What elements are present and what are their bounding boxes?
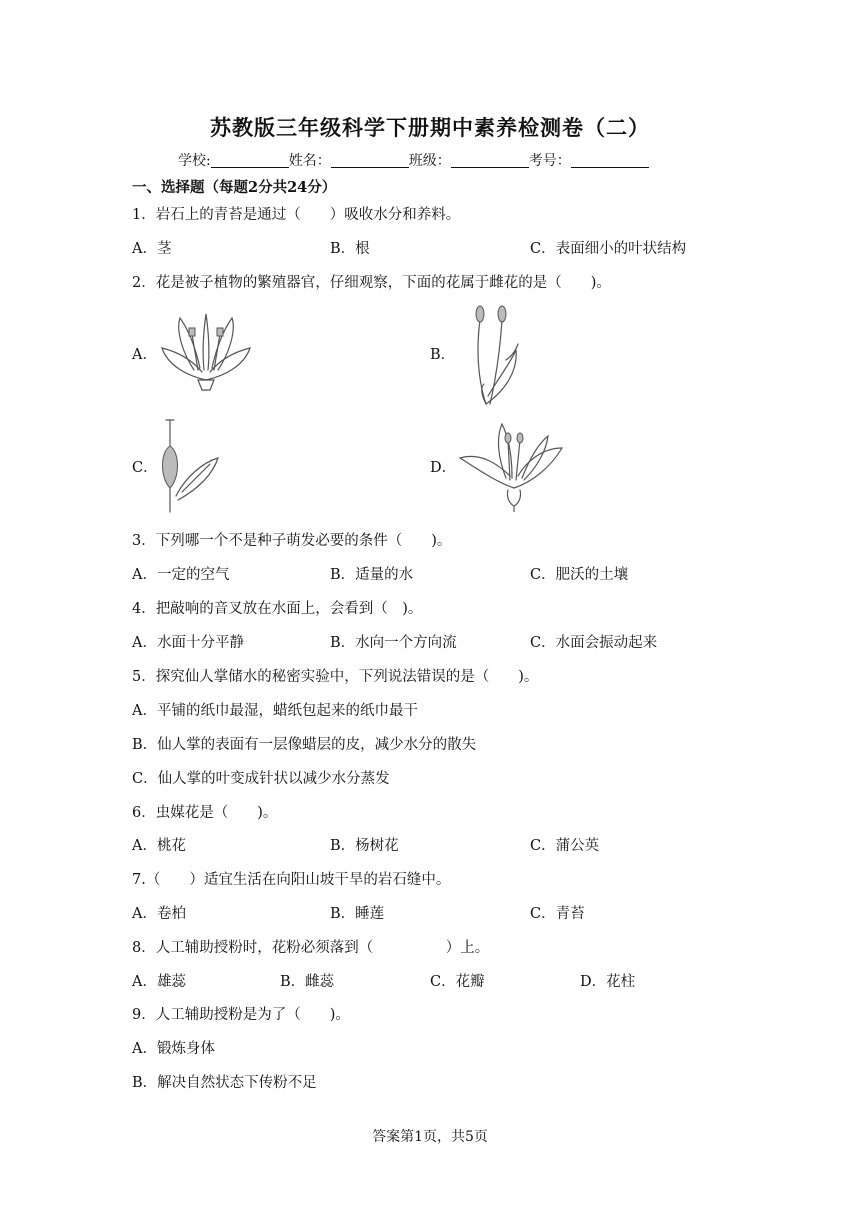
flower-a-image	[158, 310, 254, 394]
student-info-line	[178, 150, 649, 170]
question-6-option-b[interactable]: B．杨树花	[330, 838, 399, 854]
question-3-stem: 3．下列哪一个不是种子萌发必要的条件（ )。	[132, 533, 452, 549]
question-7-option-a[interactable]: A．卷柏	[132, 906, 186, 922]
question-1-stem: 1．岩石上的青苔是通过（ ）吸收水分和养料。	[132, 207, 461, 223]
question-8-stem: 8．人工辅助授粉时，花粉必须落到（ ）上。	[132, 940, 490, 956]
school-blank[interactable]	[211, 153, 289, 168]
question-9-option-b[interactable]: B．解决自然状态下传粉不足	[132, 1075, 317, 1091]
question-9-stem: 9．人工辅助授粉是为了（ )。	[132, 1007, 350, 1023]
page-footer: 答案第1页，共5页	[372, 1129, 488, 1145]
question-8-option-a[interactable]: A．雄蕊	[132, 974, 186, 990]
class-blank[interactable]	[451, 153, 529, 168]
question-2-option-b[interactable]: B．	[430, 347, 456, 363]
question-2-option-a[interactable]: A．	[132, 347, 157, 363]
exam-title: 苏教版三年级科学下册期中素养检测卷（二）	[210, 115, 650, 140]
question-7-option-b[interactable]: B．睡莲	[330, 906, 385, 922]
flower-c-image	[152, 416, 224, 516]
question-7-option-c[interactable]: C．青苔	[530, 906, 585, 922]
name-label: 姓名：	[288, 153, 331, 169]
number-blank[interactable]	[571, 153, 649, 168]
flower-d-image	[456, 418, 566, 512]
question-2-option-d[interactable]: D．	[430, 460, 457, 476]
question-4-option-b[interactable]: B．水向一个方向流	[330, 635, 457, 651]
question-3-option-b[interactable]: B．适量的水	[330, 567, 414, 583]
name-blank[interactable]	[331, 153, 409, 168]
question-4-option-c[interactable]: C．水面会振动起来	[530, 635, 658, 651]
question-5-option-b[interactable]: B．仙人掌的表面有一层像蜡层的皮，减少水分的散失	[132, 737, 477, 753]
question-9-option-a[interactable]: A．锻炼身体	[132, 1041, 215, 1057]
question-1-option-c[interactable]: C．表面细小的叶状结构	[530, 241, 687, 257]
question-8-option-b[interactable]: B．雌蕊	[280, 974, 335, 990]
question-5-option-a[interactable]: A．平铺的纸巾最湿，蜡纸包起来的纸巾最干	[132, 703, 418, 719]
question-4-stem: 4．把敲响的音叉放在水面上，会看到（ )。	[132, 601, 423, 617]
question-6-option-c[interactable]: C．蒲公英	[530, 838, 600, 854]
question-8-option-c[interactable]: C．花瓣	[430, 974, 485, 990]
question-2-option-c[interactable]: C．	[132, 460, 158, 476]
school-label: 学校:	[178, 153, 211, 169]
question-6-stem: 6．虫媒花是（ )。	[132, 805, 278, 821]
class-label: 班级：	[408, 153, 451, 169]
question-8-option-d[interactable]: D．花柱	[580, 974, 636, 990]
question-7-stem: 7.（ ）适宜生活在向阳山坡干旱的岩石缝中。	[132, 872, 451, 888]
question-6-option-a[interactable]: A．桃花	[132, 838, 186, 854]
question-2-stem: 2．花是被子植物的繁殖器官，仔细观察，下面的花属于雌花的是（ )。	[132, 275, 611, 291]
number-label: 考号：	[528, 153, 571, 169]
question-5-stem: 5．探究仙人掌储水的秘密实验中，下列说法错误的是（ )。	[132, 669, 539, 685]
section-heading: 一、选择题（每题2分共24分）	[132, 179, 337, 196]
question-1-option-a[interactable]: A．茎	[132, 241, 172, 257]
question-5-option-c[interactable]: C．仙人掌的叶变成针状以减少水分蒸发	[132, 771, 390, 787]
question-3-option-a[interactable]: A．一定的空气	[132, 567, 230, 583]
question-1-option-b[interactable]: B．根	[330, 241, 370, 257]
question-4-option-a[interactable]: A．水面十分平静	[132, 635, 244, 651]
flower-b-image	[456, 300, 536, 408]
question-3-option-c[interactable]: C．肥沃的土壤	[530, 567, 629, 583]
